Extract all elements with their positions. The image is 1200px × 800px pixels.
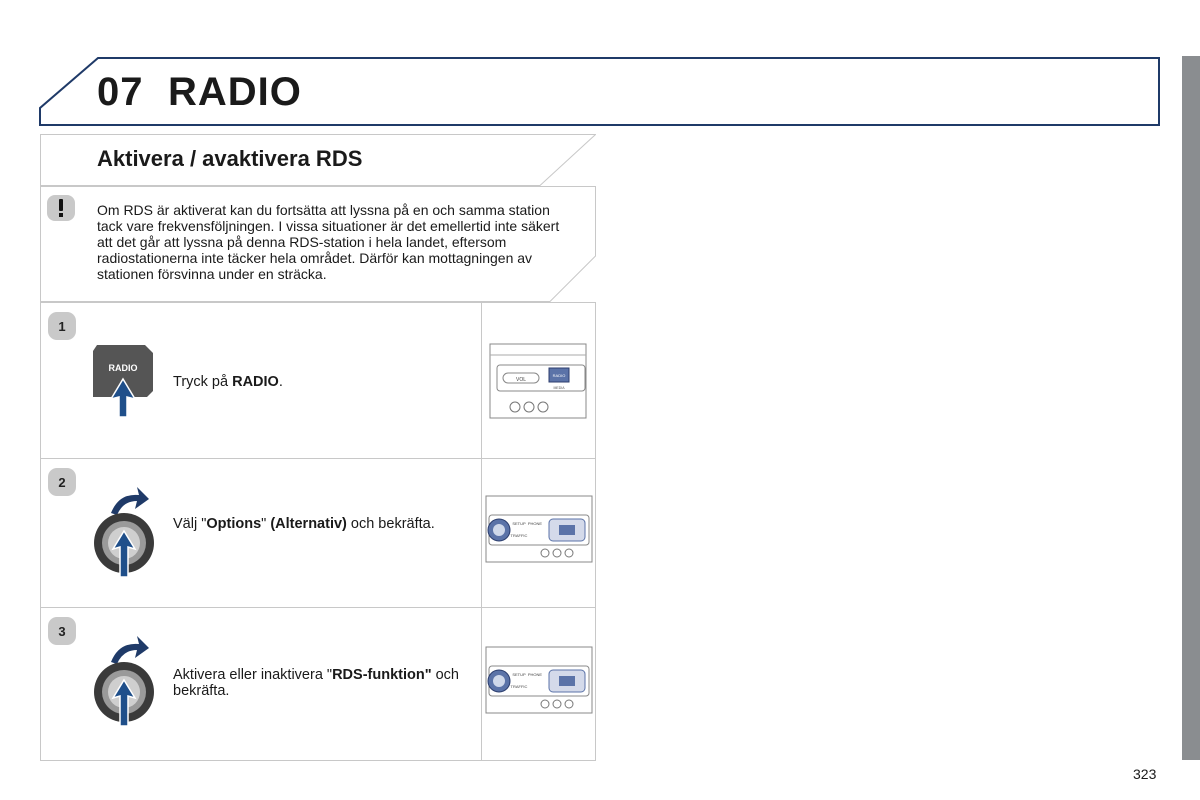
step-2-instruction: Välj "Options" (Alternativ) och bekräfta. <box>173 516 435 532</box>
step-number-badge <box>47 311 77 341</box>
chapter-number: 07 <box>97 70 144 114</box>
step-1-box <box>40 302 596 459</box>
step-number-badge <box>47 467 77 497</box>
svg-text:PHONE: PHONE <box>527 672 543 677</box>
chapter-side-bar <box>1182 56 1200 760</box>
rotary-knob-icon <box>91 632 161 728</box>
svg-text:2: 2 <box>58 475 66 490</box>
svg-text:PHONE: PHONE <box>527 521 543 526</box>
svg-text:TRAFFIC: TRAFFIC <box>510 684 528 689</box>
radio-button-press-icon <box>89 341 159 419</box>
step-1-instruction: Tryck på RADIO. <box>173 374 283 390</box>
svg-text:3: 3 <box>58 624 66 639</box>
svg-text:SETUP: SETUP <box>512 672 526 677</box>
svg-text:TRAFFIC: TRAFFIC <box>510 533 528 538</box>
page-title: RADIO <box>168 70 302 114</box>
svg-text:1: 1 <box>58 319 66 334</box>
svg-text:RADIO: RADIO <box>108 363 138 373</box>
section-title: Aktivera / avaktivera RDS <box>97 146 363 171</box>
warning-text: Om RDS är aktiverat kan du fortsätta att lyssna på en och samma station tack vare frekvensföljningen. I vissa situationer är det emellertid inte säkert att det går att lyssna på denna RDS-station i hela landet, eftersom radiostationerna inte täcker hela området. Därför kan mottagningen av stationen försvinna under en sträcka. <box>97 202 560 282</box>
step-3-instruction: Aktivera eller inaktivera "RDS-funktion" och bekräfta. <box>173 667 459 699</box>
step-2-box <box>40 458 596 608</box>
control-panel-illustration <box>485 495 593 563</box>
svg-text:SETUP: SETUP <box>512 521 526 526</box>
svg-text:RADIO: RADIO <box>552 373 566 378</box>
radio-panel-illustration <box>489 343 587 419</box>
svg-text:VOL: VOL <box>515 377 527 383</box>
rotary-knob-icon <box>91 483 161 579</box>
page-number: 323 <box>1133 766 1157 782</box>
svg-text:MEDIA: MEDIA <box>553 386 565 390</box>
step-3-box <box>40 607 596 761</box>
exclamation-icon <box>46 194 76 222</box>
step-number-badge <box>47 616 77 646</box>
control-panel-illustration <box>485 646 593 714</box>
